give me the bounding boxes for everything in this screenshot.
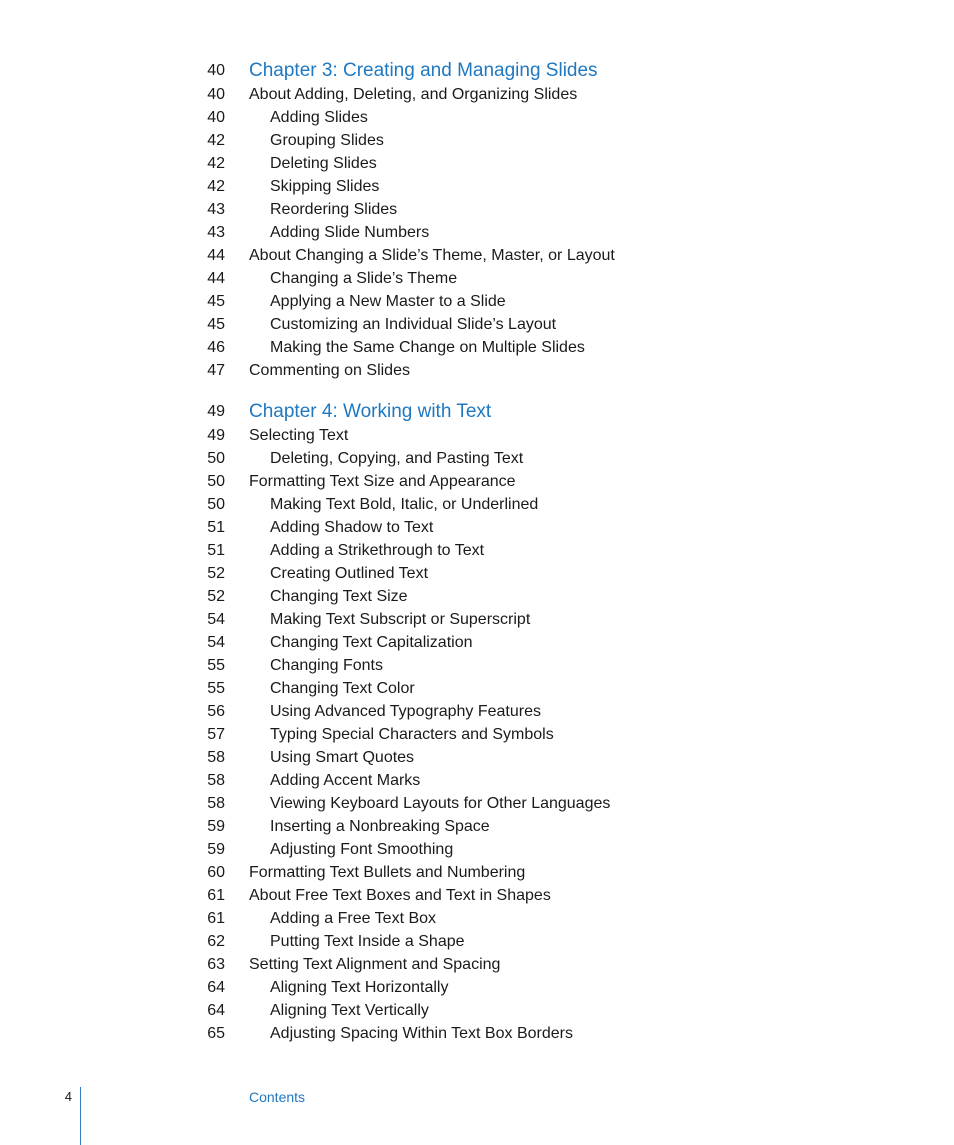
entry-title: Deleting, Copying, and Pasting Text — [270, 450, 524, 467]
entry-page-number: 58 — [207, 749, 225, 766]
chapter-title: Chapter 4: Working with Text — [249, 401, 492, 422]
chapter-page-number: 40 — [207, 62, 225, 79]
entry-page-number: 44 — [207, 270, 225, 287]
footer-divider — [80, 1087, 81, 1145]
entry-page-number: 54 — [207, 611, 225, 628]
entry-page-number: 65 — [207, 1025, 225, 1042]
entry-page-number: 63 — [207, 956, 225, 973]
toc-subentry[interactable] — [0, 198, 954, 221]
entry-title: Selecting Text — [249, 427, 349, 444]
entry-page-number: 58 — [207, 795, 225, 812]
entry-page-number: 56 — [207, 703, 225, 720]
entry-title: Formatting Text Size and Appearance — [249, 473, 516, 490]
entry-title: Deleting Slides — [270, 155, 377, 172]
toc-subentry[interactable] — [0, 221, 954, 244]
entry-title: Adding Accent Marks — [270, 772, 421, 789]
entry-page-number: 64 — [207, 1002, 225, 1019]
entry-page-number: 51 — [207, 542, 225, 559]
entry-page-number: 55 — [207, 680, 225, 697]
footer-page-number: 4 — [64, 1089, 72, 1104]
entry-page-number: 59 — [207, 841, 225, 858]
entry-title: Setting Text Alignment and Spacing — [249, 956, 501, 973]
entry-page-number: 43 — [207, 201, 225, 218]
footer-section-link[interactable]: Contents — [249, 1089, 306, 1105]
entry-title: Adding Shadow to Text — [270, 519, 434, 536]
entry-page-number: 52 — [207, 565, 225, 582]
entry-title: Applying a New Master to a Slide — [270, 293, 506, 310]
entry-title: Formatting Text Bullets and Numbering — [249, 864, 526, 881]
entry-title: Putting Text Inside a Shape — [270, 933, 465, 950]
toc-entry[interactable] — [0, 244, 954, 267]
entry-title: Customizing an Individual Slide’s Layout — [270, 316, 557, 333]
toc-subentry[interactable] — [0, 539, 954, 562]
toc-subentry[interactable] — [0, 516, 954, 539]
entry-title: Commenting on Slides — [249, 362, 410, 379]
entry-page-number: 46 — [207, 339, 225, 356]
entry-page-number: 45 — [207, 293, 225, 310]
entry-title: Viewing Keyboard Layouts for Other Languages — [270, 795, 611, 812]
entry-title: Inserting a Nonbreaking Space — [270, 818, 490, 835]
toc-subentry[interactable] — [0, 677, 954, 700]
entry-title: Aligning Text Vertically — [270, 1002, 429, 1019]
entry-title: Changing Fonts — [270, 657, 383, 674]
toc-subentry[interactable] — [0, 267, 954, 290]
toc-subentry[interactable] — [0, 654, 954, 677]
toc-entry[interactable] — [0, 470, 954, 493]
entry-title: About Free Text Boxes and Text in Shapes — [249, 887, 551, 904]
entry-page-number: 40 — [207, 86, 225, 103]
entry-page-number: 50 — [207, 496, 225, 513]
chapter-section — [0, 399, 954, 1045]
toc-subentry[interactable] — [0, 175, 954, 198]
toc-subentry[interactable] — [0, 815, 954, 838]
toc-subentry[interactable] — [0, 769, 954, 792]
entry-page-number: 59 — [207, 818, 225, 835]
toc-subentry[interactable] — [0, 746, 954, 769]
toc-subentry[interactable] — [0, 792, 954, 815]
entry-page-number: 64 — [207, 979, 225, 996]
entry-page-number: 42 — [207, 132, 225, 149]
toc-subentry[interactable] — [0, 562, 954, 585]
toc-subentry[interactable] — [0, 585, 954, 608]
entry-page-number: 42 — [207, 155, 225, 172]
entry-title: Changing a Slide’s Theme — [270, 270, 458, 287]
entry-title: Using Smart Quotes — [270, 749, 415, 766]
entry-page-number: 43 — [207, 224, 225, 241]
toc-subentry[interactable] — [0, 976, 954, 999]
entry-title: Creating Outlined Text — [270, 565, 429, 582]
chapter-heading[interactable] — [0, 399, 954, 424]
toc-subentry[interactable] — [0, 700, 954, 723]
toc-subentry[interactable] — [0, 1022, 954, 1045]
entry-page-number: 47 — [207, 362, 225, 379]
toc-subentry[interactable] — [0, 447, 954, 470]
entry-page-number: 50 — [207, 473, 225, 490]
toc-subentry[interactable] — [0, 336, 954, 359]
toc-entry[interactable] — [0, 861, 954, 884]
toc-subentry[interactable] — [0, 493, 954, 516]
entry-title: Typing Special Characters and Symbols — [270, 726, 554, 743]
entry-title: Skipping Slides — [270, 178, 380, 195]
toc-subentry[interactable] — [0, 129, 954, 152]
entry-title: Using Advanced Typography Features — [270, 703, 541, 720]
entry-page-number: 57 — [207, 726, 225, 743]
toc-subentry[interactable] — [0, 608, 954, 631]
chapter-page-number: 49 — [207, 403, 225, 420]
toc-subentry[interactable] — [0, 723, 954, 746]
entry-title: Making Text Subscript or Superscript — [270, 611, 531, 628]
entry-title: About Adding, Deleting, and Organizing Slides — [249, 86, 578, 103]
entry-page-number: 44 — [207, 247, 225, 264]
entry-page-number: 40 — [207, 109, 225, 126]
toc-subentry[interactable] — [0, 907, 954, 930]
chapter-heading[interactable] — [0, 58, 954, 83]
entry-title: Adding Slides — [270, 109, 368, 126]
entry-page-number: 61 — [207, 887, 225, 904]
entry-page-number: 52 — [207, 588, 225, 605]
entry-title: Making Text Bold, Italic, or Underlined — [270, 496, 539, 513]
chapter-section — [0, 58, 954, 382]
entry-page-number: 60 — [207, 864, 225, 881]
toc-subentry[interactable] — [0, 106, 954, 129]
entry-title: Grouping Slides — [270, 132, 384, 149]
entry-page-number: 58 — [207, 772, 225, 789]
entry-title: Adding a Strikethrough to Text — [270, 542, 485, 559]
entry-page-number: 50 — [207, 450, 225, 467]
entry-title: Reordering Slides — [270, 201, 398, 218]
entry-page-number: 62 — [207, 933, 225, 950]
entry-page-number: 51 — [207, 519, 225, 536]
entry-title: Changing Text Color — [270, 680, 415, 697]
toc-entry[interactable] — [0, 359, 954, 382]
entry-page-number: 49 — [207, 427, 225, 444]
toc-subentry[interactable] — [0, 631, 954, 654]
entry-title: Adding Slide Numbers — [270, 224, 430, 241]
entry-title: About Changing a Slide’s Theme, Master, or Layout — [249, 247, 615, 264]
entry-page-number: 45 — [207, 316, 225, 333]
chapter-title: Chapter 3: Creating and Managing Slides — [249, 60, 598, 81]
toc-entry[interactable] — [0, 424, 954, 447]
toc-subentry[interactable] — [0, 313, 954, 336]
entry-title: Making the Same Change on Multiple Slides — [270, 339, 585, 356]
toc-subentry[interactable] — [0, 930, 954, 953]
toc-subentry[interactable] — [0, 152, 954, 175]
toc-entry[interactable] — [0, 83, 954, 106]
entry-title: Adjusting Spacing Within Text Box Borders — [270, 1025, 573, 1042]
toc-subentry[interactable] — [0, 838, 954, 861]
entry-title: Aligning Text Horizontally — [270, 979, 449, 996]
entry-title: Changing Text Size — [270, 588, 408, 605]
toc-entry[interactable] — [0, 884, 954, 907]
entry-page-number: 61 — [207, 910, 225, 927]
entry-page-number: 55 — [207, 657, 225, 674]
entry-title: Changing Text Capitalization — [270, 634, 473, 651]
entry-title: Adjusting Font Smoothing — [270, 841, 454, 858]
entry-page-number: 54 — [207, 634, 225, 651]
toc-subentry[interactable] — [0, 290, 954, 313]
entry-title: Adding a Free Text Box — [270, 910, 437, 927]
toc-subentry[interactable] — [0, 999, 954, 1022]
entry-page-number: 42 — [207, 178, 225, 195]
toc-entry[interactable] — [0, 953, 954, 976]
